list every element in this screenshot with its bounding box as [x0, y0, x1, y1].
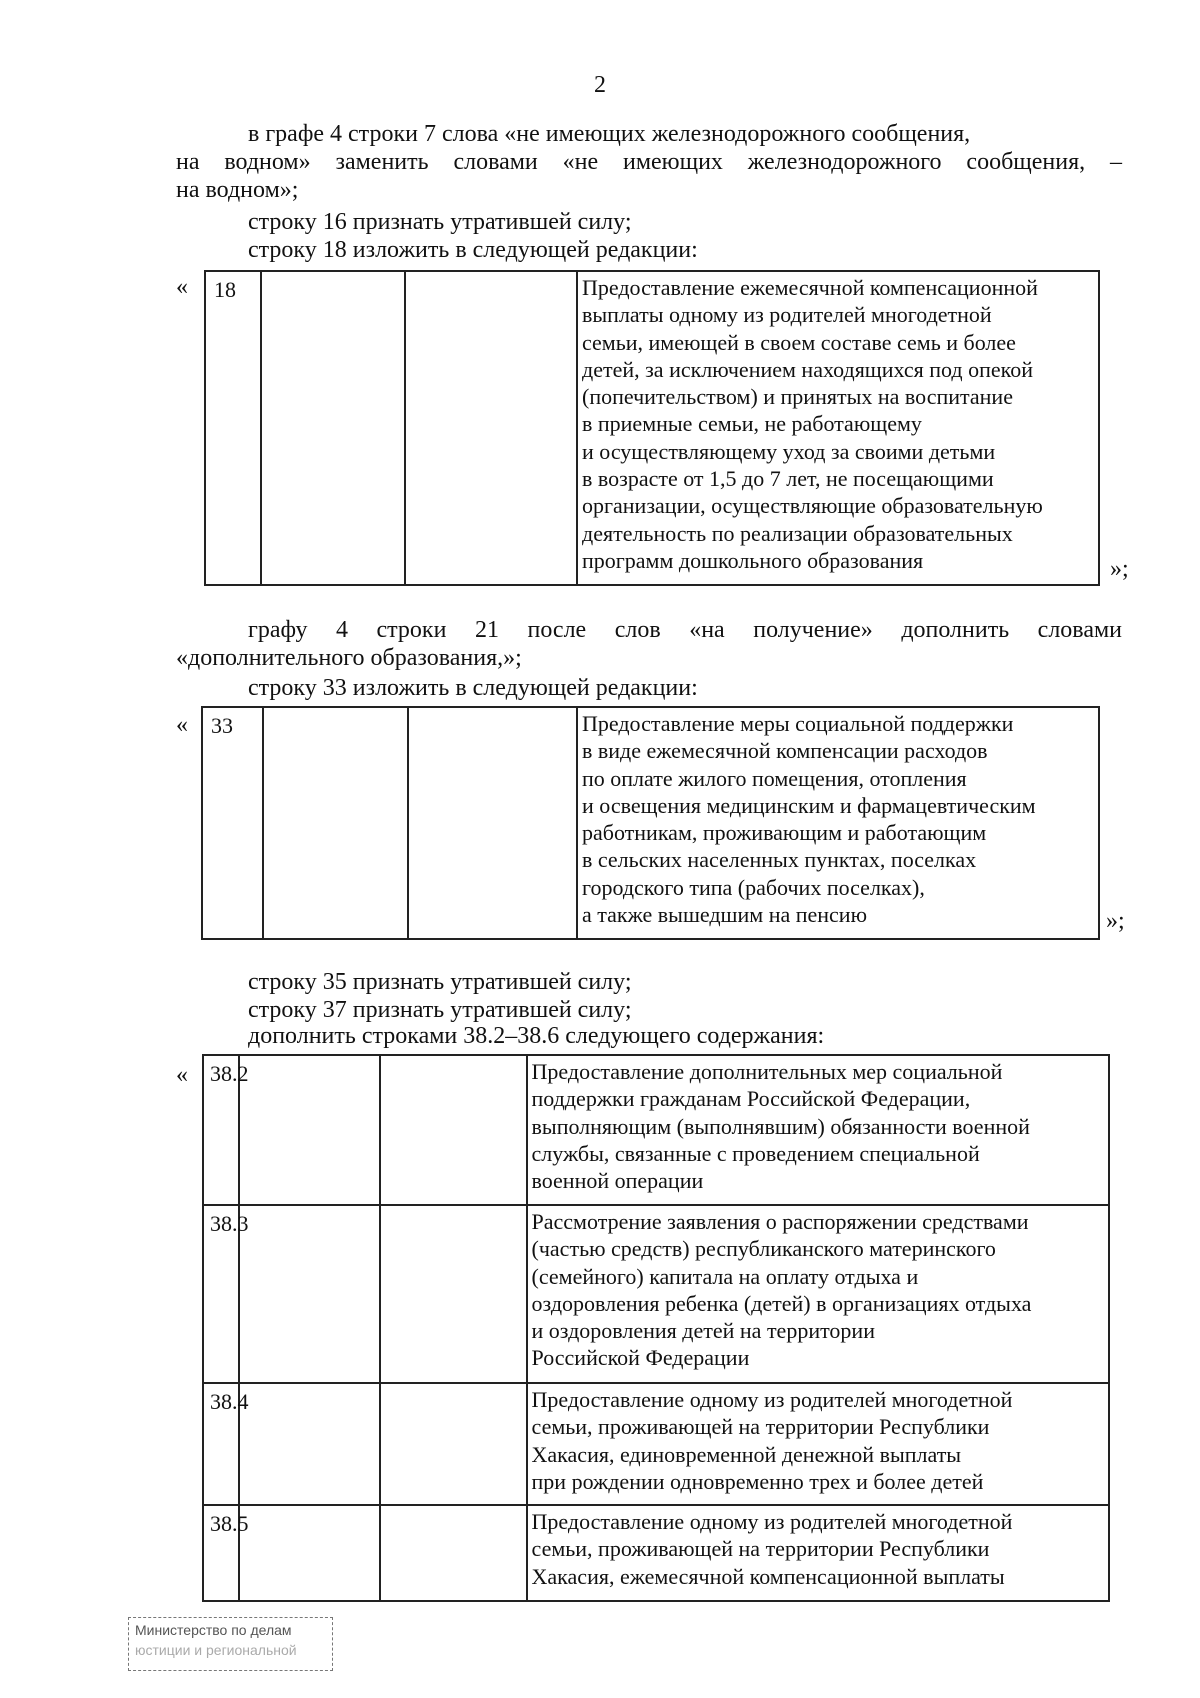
- empty-cell: [239, 1055, 380, 1205]
- para-21-line-2: «дополнительного образования,»;: [176, 645, 522, 671]
- empty-cell: [380, 1505, 527, 1601]
- table-row-18: [204, 270, 1100, 586]
- text-line: Предоставление дополнительных мер социальной: [531, 1059, 1003, 1084]
- row-text: [527, 1055, 1109, 1205]
- text-line: Предоставление меры социальной поддержки: [582, 711, 1014, 736]
- page-number: 2: [594, 72, 606, 98]
- text-line: выплаты одному из родителей многодетной: [582, 302, 992, 328]
- table-row-33: [201, 706, 1100, 940]
- text-line: службы, связанные с проведением специальной: [531, 1140, 980, 1166]
- text-line: детей, за исключением находящихся под опекой: [582, 356, 1033, 382]
- text-line: по оплате жилого помещения, отопления: [582, 765, 967, 791]
- empty-cell: [239, 1383, 380, 1505]
- text-line: в виде ежемесячной компенсации расходов: [582, 738, 988, 764]
- line-33: строку 33 изложить в следующей редакции:: [248, 675, 698, 701]
- text-line: в сельских населенных пунктах, поселках: [582, 847, 977, 873]
- text-line: и оздоровления детей на территории: [531, 1318, 875, 1344]
- text-line: и освещения медицинским и фармацевтическим: [582, 792, 1036, 818]
- row-text: [577, 707, 1099, 939]
- text-line: (попечительством) и принятых на воспитание: [582, 384, 1013, 410]
- text-line: в возрасте от 1,5 до 7 лет, не посещающими: [582, 466, 994, 492]
- text-line: семьи, проживающей на территории Республики: [531, 1536, 990, 1562]
- row-text: [527, 1383, 1109, 1505]
- stamp-line-1: Министерство по делам: [135, 1622, 292, 1638]
- table-rows-38: [202, 1054, 1110, 1602]
- intro-line-2: на водном» заменить словами «не имеющих железнодорожного сообщения, –: [176, 149, 1122, 175]
- text-line: работникам, проживающим и работающим: [582, 820, 987, 846]
- empty-cell: [405, 271, 577, 585]
- intro-line-1: в графе 4 строки 7 слова «не имеющих железнодорожного сообщения,: [248, 121, 971, 147]
- open-quote-18: «: [176, 274, 188, 300]
- row-number: 38.5: [203, 1505, 239, 1601]
- text-line: (семейного) капитала на оплату отдыха и: [531, 1263, 919, 1289]
- text-line: Хакасия, единовременной денежной выплаты: [531, 1441, 962, 1467]
- text-line: при рождении одновременно трех и более детей: [531, 1468, 984, 1494]
- text-line: и осуществляющему уход за своими детьми: [582, 438, 996, 464]
- text-line: семьи, проживающей на территории Республики: [531, 1414, 990, 1440]
- line-18: строку 18 изложить в следующей редакции:: [248, 237, 698, 263]
- text-line: Рассмотрение заявления о распоряжении средствами: [531, 1209, 1029, 1234]
- text-line: оздоровления ребенка (детей) в организациях отдыха: [531, 1290, 1032, 1316]
- text-line: Хакасия, ежемесячной компенсационной выплаты: [531, 1563, 1005, 1589]
- text-line: в приемные семьи, не работающему: [582, 411, 922, 437]
- text-line: деятельность по реализации образовательных: [582, 520, 1013, 546]
- text-line: программ дошкольного образования: [582, 547, 924, 573]
- text-line: городского типа (рабочих поселках),: [582, 874, 925, 900]
- text-line: выполняющим (выполнявшим) обязанности военной: [531, 1113, 1030, 1139]
- intro-line-3: на водном»;: [176, 177, 299, 203]
- row-text: [577, 271, 1099, 585]
- empty-cell: [263, 707, 408, 939]
- line-37: строку 37 признать утратившей силу;: [248, 997, 632, 1023]
- para-21-line-1: графу 4 строки 21 после слов «на получение» дополнить словами: [248, 617, 1122, 643]
- text-line: организации, осуществляющие образовательную: [582, 493, 1043, 519]
- row-text: [527, 1205, 1109, 1383]
- row-text: [527, 1505, 1109, 1601]
- empty-cell: [408, 707, 577, 939]
- empty-cell: [239, 1505, 380, 1601]
- empty-cell: [261, 271, 405, 585]
- registration-stamp: [128, 1617, 333, 1671]
- empty-cell: [380, 1383, 527, 1505]
- empty-cell: [239, 1205, 380, 1383]
- row-number: 18: [205, 271, 261, 585]
- row-number: 38.4: [203, 1383, 239, 1505]
- close-quote-33: »;: [1106, 908, 1125, 934]
- text-line: а также вышедшим на пенсию: [582, 902, 868, 928]
- row-number: 38.2: [203, 1055, 239, 1205]
- close-quote-18: »;: [1110, 556, 1129, 582]
- text-line: (частью средств) республиканского материнского: [531, 1236, 996, 1262]
- text-line: Предоставление одному из родителей многодетной: [531, 1387, 1013, 1412]
- text-line: Предоставление одному из родителей многодетной: [531, 1509, 1013, 1534]
- row-number: 38.3: [203, 1205, 239, 1383]
- row-number: 33: [202, 707, 263, 939]
- open-quote-33: «: [176, 712, 188, 738]
- empty-cell: [380, 1055, 527, 1205]
- line-35: строку 35 признать утратившей силу;: [248, 969, 632, 995]
- open-quote-38: «: [176, 1062, 188, 1088]
- empty-cell: [380, 1205, 527, 1383]
- text-line: поддержки гражданам Российской Федерации,: [531, 1086, 971, 1112]
- line-add: дополнить строками 38.2–38.6 следующего содержания:: [248, 1023, 825, 1049]
- line-16: строку 16 признать утратившей силу;: [248, 209, 632, 235]
- text-line: Предоставление ежемесячной компенсационной: [582, 275, 1038, 300]
- stamp-line-2: юстиции и региональной: [135, 1642, 297, 1658]
- text-line: военной операции: [531, 1168, 704, 1194]
- text-line: Российской Федерации: [531, 1345, 750, 1371]
- text-line: семьи, имеющей в своем составе семь и более: [582, 329, 1016, 355]
